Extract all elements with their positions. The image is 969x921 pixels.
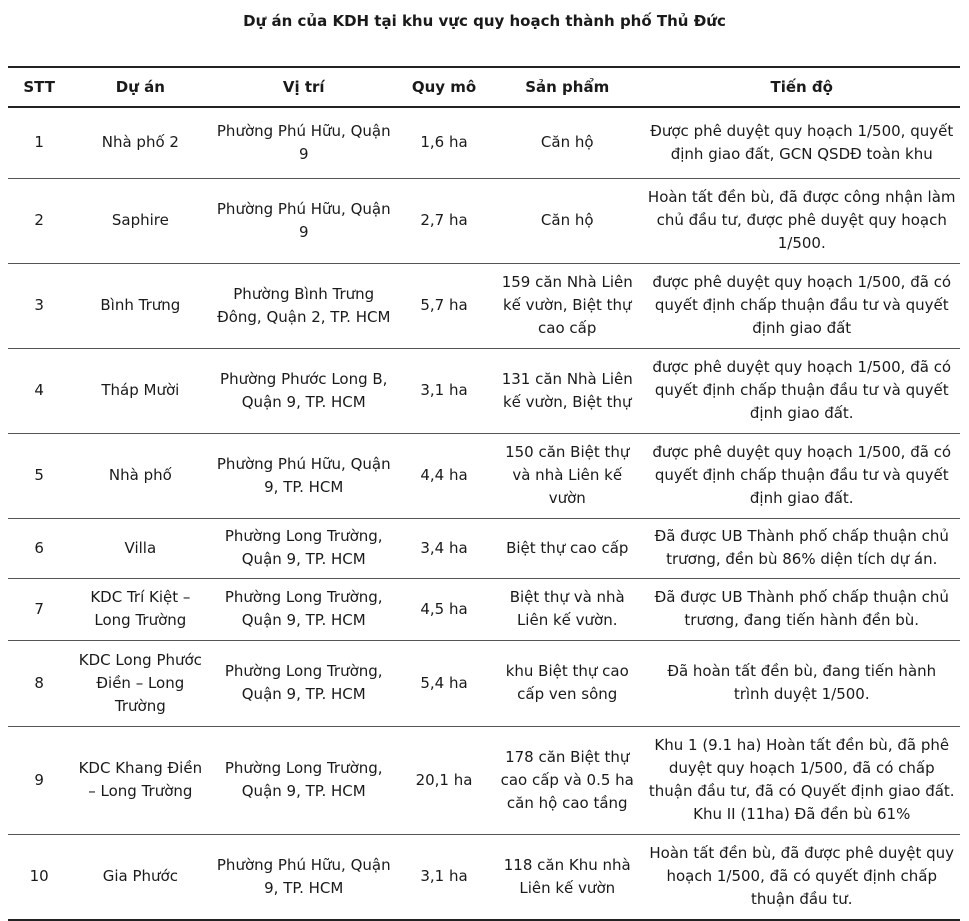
cell-project: Gia Phước <box>70 834 210 920</box>
table-row <box>8 578 960 640</box>
cell-stt: 2 <box>8 178 70 263</box>
cell-product: 150 căn Biệt thự và nhà Liên kế vườn <box>491 433 644 518</box>
cell-product: 159 căn Nhà Liên kế vườn, Biệt thự cao cấp <box>491 263 644 348</box>
table-title: Dự án của KDH tại khu vực quy hoạch thành phố Thủ Đức <box>243 12 726 30</box>
projects-table <box>8 66 960 921</box>
table-row <box>8 107 960 178</box>
cell-scale: 5,7 ha <box>397 263 491 348</box>
cell-location: Phường Phú Hữu, Quận 9, TP. HCM <box>210 834 397 920</box>
cell-location: Phường Phước Long B, Quận 9, TP. HCM <box>210 348 397 433</box>
header-location: Vị trí <box>210 67 397 107</box>
cell-progress: Hoàn tất đền bù, đã được phê duyệt quy hoạch 1/500, đã có quyết định chấp thuận đầu tư. <box>643 834 960 920</box>
cell-project: Saphire <box>70 178 210 263</box>
cell-project: Nhà phố <box>70 433 210 518</box>
cell-progress: được phê duyệt quy hoạch 1/500, đã có quyết định chấp thuận đầu tư và quyết định giao đất <box>643 263 960 348</box>
table-row <box>8 518 960 578</box>
cell-scale: 5,4 ha <box>397 640 491 726</box>
cell-product: Căn hộ <box>491 178 644 263</box>
table-row <box>8 640 960 726</box>
table-row <box>8 726 960 834</box>
cell-stt: 4 <box>8 348 70 433</box>
cell-location: Phường Long Trường, Quận 9, TP. HCM <box>210 726 397 834</box>
cell-stt: 9 <box>8 726 70 834</box>
cell-product: 118 căn Khu nhà Liên kế vườn <box>491 834 644 920</box>
cell-location: Phường Bình Trưng Đông, Quận 2, TP. HCM <box>210 263 397 348</box>
cell-project: Nhà phố 2 <box>70 107 210 178</box>
cell-scale: 3,1 ha <box>397 348 491 433</box>
cell-project: KDC Long Phước Điền – Long Trường <box>70 640 210 726</box>
cell-location: Phường Phú Hữu, Quận 9 <box>210 107 397 178</box>
cell-scale: 2,7 ha <box>397 178 491 263</box>
cell-project: Tháp Mười <box>70 348 210 433</box>
cell-product: 131 căn Nhà Liên kế vườn, Biệt thự <box>491 348 644 433</box>
cell-progress: Được phê duyệt quy hoạch 1/500, quyết định giao đất, GCN QSDĐ toàn khu <box>643 107 960 178</box>
cell-location: Phường Long Trường, Quận 9, TP. HCM <box>210 518 397 578</box>
header-progress: Tiến độ <box>643 67 960 107</box>
header-project: Dự án <box>70 67 210 107</box>
cell-scale: 3,4 ha <box>397 518 491 578</box>
table-row <box>8 348 960 433</box>
cell-project: KDC Trí Kiệt – Long Trường <box>70 578 210 640</box>
cell-scale: 4,4 ha <box>397 433 491 518</box>
cell-product: Căn hộ <box>491 107 644 178</box>
cell-location: Phường Long Trường, Quận 9, TP. HCM <box>210 640 397 726</box>
header-row <box>8 67 960 107</box>
cell-stt: 1 <box>8 107 70 178</box>
cell-progress: Đã được UB Thành phố chấp thuận chủ trương, đang tiến hành đền bù. <box>643 578 960 640</box>
cell-scale: 4,5 ha <box>397 578 491 640</box>
cell-product: khu Biệt thự cao cấp ven sông <box>491 640 644 726</box>
cell-project: KDC Khang Điền – Long Trường <box>70 726 210 834</box>
cell-progress: được phê duyệt quy hoạch 1/500, đã có quyết định chấp thuận đầu tư và quyết định giao đất. <box>643 348 960 433</box>
cell-progress: được phê duyệt quy hoạch 1/500, đã có quyết định chấp thuận đầu tư và quyết định giao đất. <box>643 433 960 518</box>
cell-progress: Khu 1 (9.1 ha) Hoàn tất đền bù, đã phê duyệt quy hoạch 1/500, đã có chấp thuận đầu tư, đã có Quyết định giao đất. Khu II (11ha) Đã đền bù 61% <box>643 726 960 834</box>
table-row <box>8 834 960 920</box>
cell-location: Phường Long Trường, Quận 9, TP. HCM <box>210 578 397 640</box>
cell-stt: 6 <box>8 518 70 578</box>
cell-project: Villa <box>70 518 210 578</box>
header-stt: STT <box>8 67 70 107</box>
cell-scale: 3,1 ha <box>397 834 491 920</box>
cell-stt: 5 <box>8 433 70 518</box>
table-body <box>8 107 960 920</box>
cell-scale: 20,1 ha <box>397 726 491 834</box>
table-row <box>8 263 960 348</box>
table-row <box>8 433 960 518</box>
cell-product: 178 căn Biệt thự cao cấp và 0.5 ha căn hộ cao tầng <box>491 726 644 834</box>
cell-product: Biệt thự và nhà Liên kế vườn. <box>491 578 644 640</box>
cell-scale: 1,6 ha <box>397 107 491 178</box>
cell-stt: 3 <box>8 263 70 348</box>
cell-progress: Đã hoàn tất đền bù, đang tiến hành trình duyệt 1/500. <box>643 640 960 726</box>
cell-location: Phường Phú Hữu, Quận 9, TP. HCM <box>210 433 397 518</box>
cell-project: Bình Trưng <box>70 263 210 348</box>
cell-stt: 7 <box>8 578 70 640</box>
table-row <box>8 178 960 263</box>
cell-stt: 10 <box>8 834 70 920</box>
cell-progress: Hoàn tất đền bù, đã được công nhận làm chủ đầu tư, được phê duyệt quy hoạch 1/500. <box>643 178 960 263</box>
header-product: Sản phẩm <box>491 67 644 107</box>
cell-location: Phường Phú Hữu, Quận 9 <box>210 178 397 263</box>
cell-progress: Đã được UB Thành phố chấp thuận chủ trương, đền bù 86% diện tích dự án. <box>643 518 960 578</box>
header-scale: Quy mô <box>397 67 491 107</box>
cell-product: Biệt thự cao cấp <box>491 518 644 578</box>
cell-stt: 8 <box>8 640 70 726</box>
